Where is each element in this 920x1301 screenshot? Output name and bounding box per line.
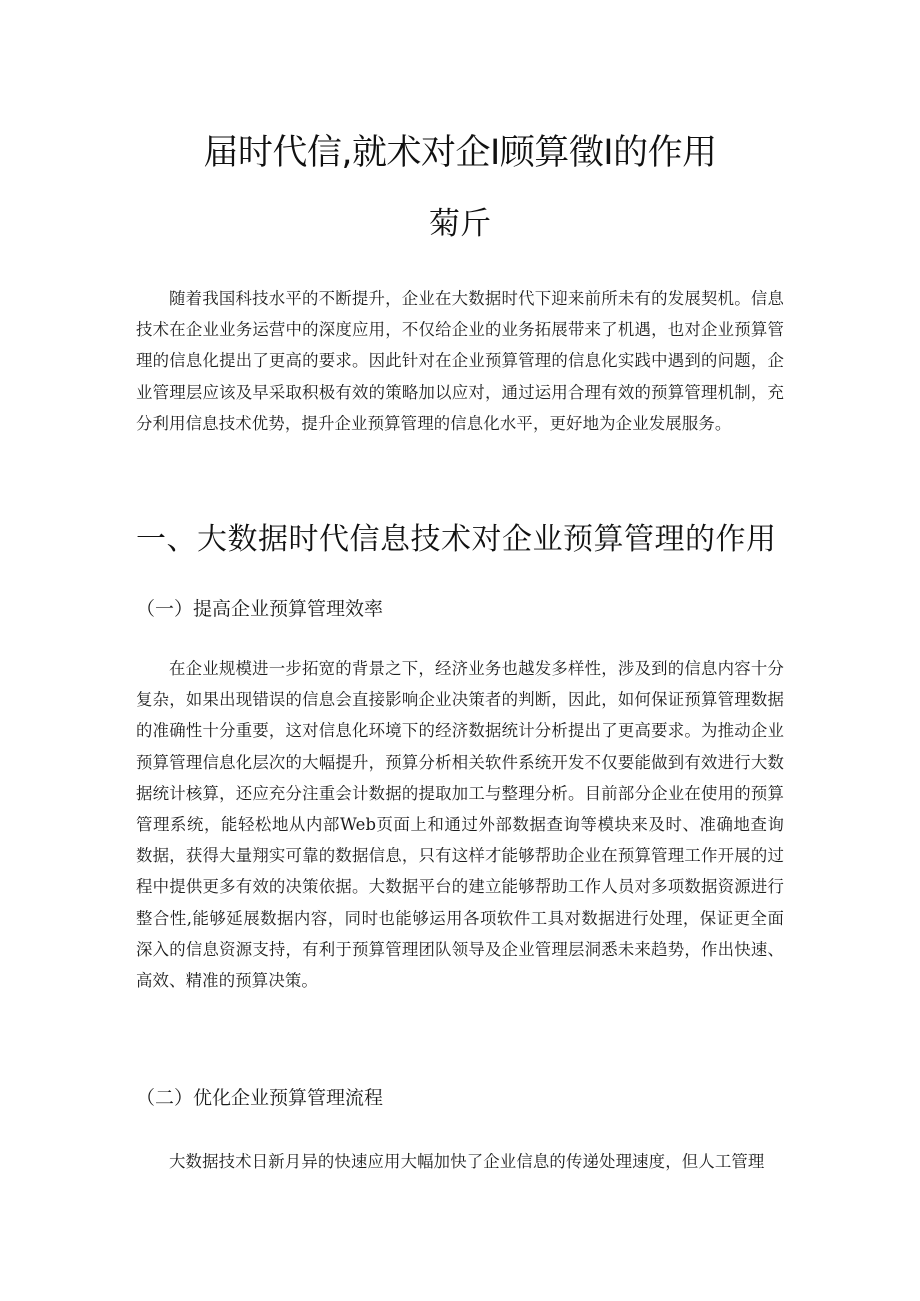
- subsection-1-paragraph: 在企业规模进一步拓宽的背景之下，经济业务也越发多样性，涉及到的信息内容十分复杂，如果出现错误的信息会直接影响企业决策者的判断，因此，如何保证预算管理数据的准确性十分重要，这对信息化环境下的经济数据统计分析提出了更高要求。为推动企业预算管理信息化层次的大幅提升，预算分析相关软件系统开发不仅要能做到有效进行大数据统计核算，还应充分注重会计数据的提取加工与整理分析。目前部分企业在使用的预算管理系统，能轻松地从内部Web页面上和通过外部数据查询等模块来及时、准确地查询数据，获得大量翔实可靠的数据信息，只有这样才能够帮助企业在预算管理工作开展的过程中提供更多有效的决策依据。大数据平台的建立能够帮助工作人员对多项数据资源进行整合性,能够延展数据内容，同时也能够运用各项软件工具对数据进行处理，保证更全面深入的信息资源支持，有利于预算管理团队领导及企业管理层洞悉未来趋势，作出快速、高效、精准的预算决策。: [136, 659, 784, 991]
- author-name: 菊斤: [429, 206, 491, 242]
- document-title: 届时代信,就术对企I顾算徵I的作用: [203, 133, 717, 173]
- subsection-heading-1: （一）提高企业预算管理效率: [136, 598, 384, 620]
- intro-paragraph: 随着我国科技水平的不断提升，企业在大数据时代下迎来前所未有的发展契机。信息技术在企业业务运营中的深度应用，不仅给企业的业务拓展带来了机遇，也对企业预算管理的信息化提出了更高的要求。因此针对在企业预算管理的信息化实践中遇到的问题，企业管理层应该及早采取积极有效的策略加以应对，通过运用合理有效的预算管理机制，充分利用信息技术优势，提升企业预算管理的信息化水平，更好地为企业发展服务。: [136, 289, 784, 433]
- subsection-heading-2: （二）优化企业预算管理流程: [136, 1087, 384, 1109]
- subsection-2-paragraph: 大数据技术日新月异的快速应用大幅加快了企业信息的传递处理速度，但人工管理: [169, 1152, 765, 1171]
- section-heading-1: 一、大数据时代信息技术对企业预算管理的作用: [136, 522, 777, 557]
